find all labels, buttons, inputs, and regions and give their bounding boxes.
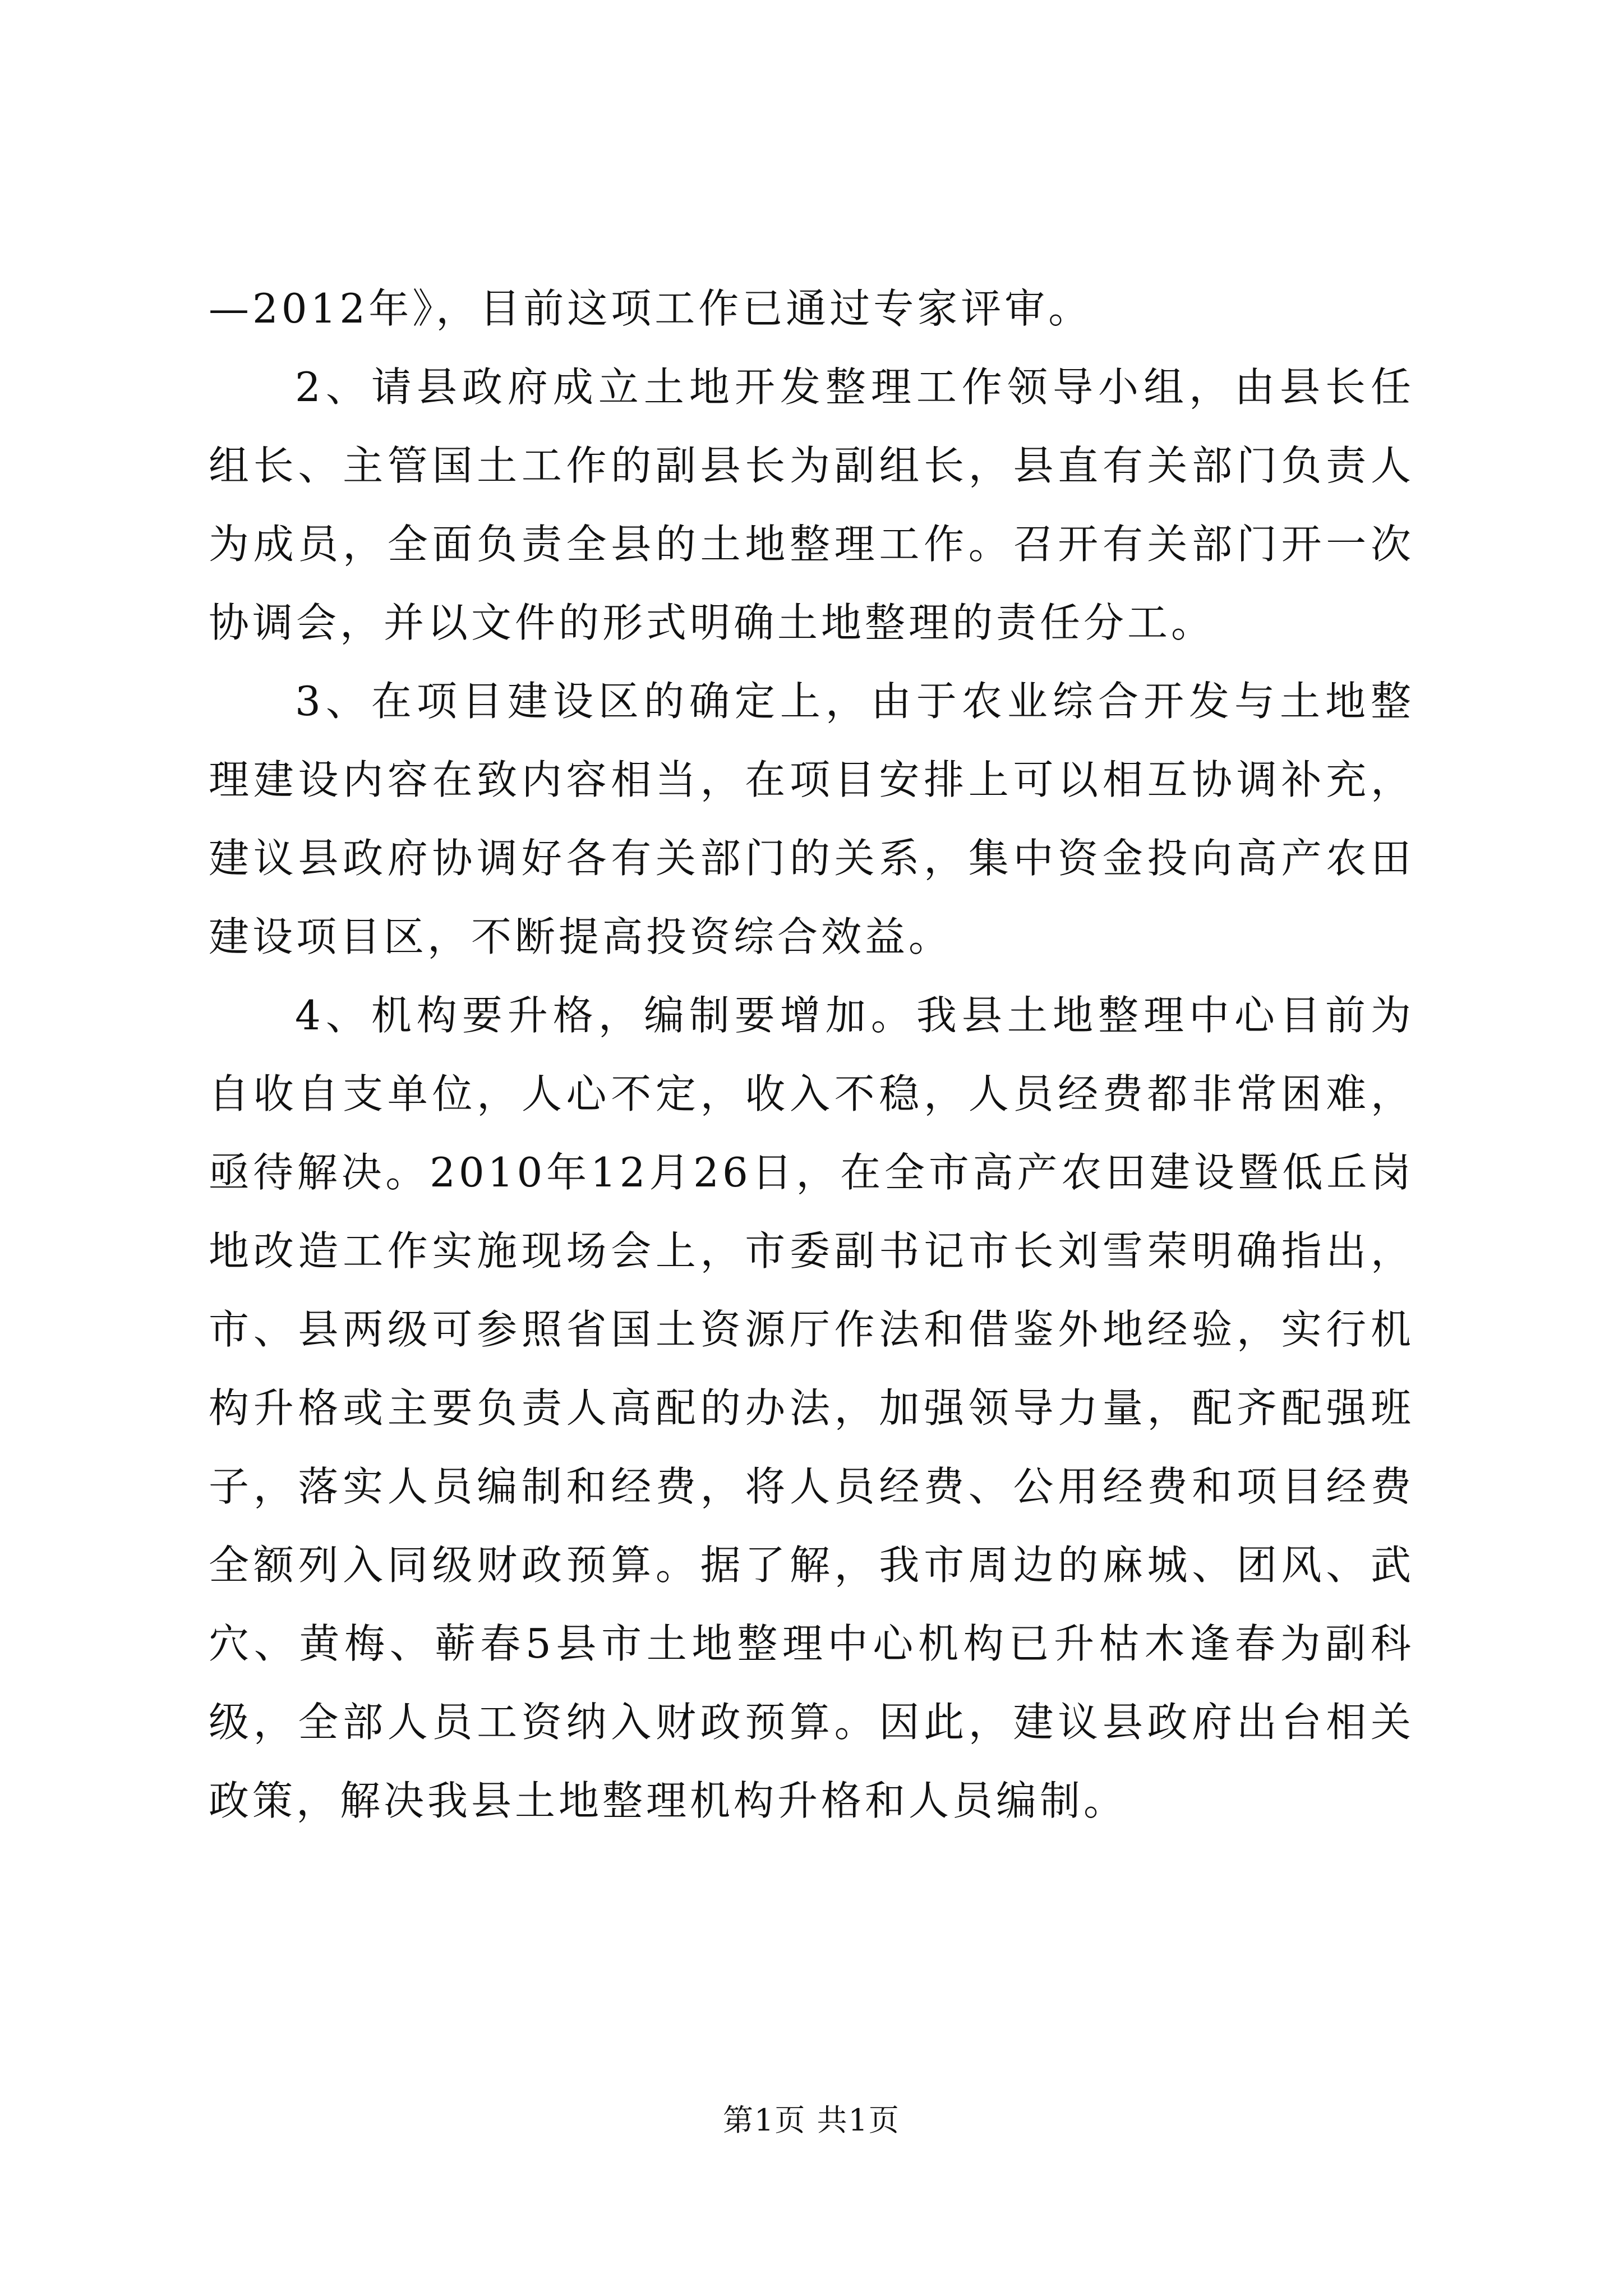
document-body bbox=[209, 269, 1414, 1840]
paragraph-item-2: 2、请县政府成立土地开发整理工作领导小组，由县长任组长、主管国土工作的副县长为副组长，县直有关部门负责人为成员，全面负责全县的土地整理工作。召开有关部门开一次协调会，并以文件的形式明确土地整理的责任分工。 bbox=[209, 364, 1414, 646]
paragraph-continuation: —2012年》，目前这项工作已通过专家评审。 bbox=[209, 285, 1092, 332]
paragraph-item-4: 4、机构要升格，编制要增加。我县土地整理中心目前为自收自支单位，人心不定，收入不稳，人员经费都非常困难，亟待解决。2010年12月26日，在全市高产农田建设暨低丘岗地改造工作实施现场会上，市委副书记市长刘雪荣明确指出，市、县两级可参照省国土资源厅作法和借鉴外地经验，实行机构升格或主要负责人高配的办法，加强领导力量，配齐配强班子，落实人员编制和经费，将人员经费、公用经费和项目经费全额列入同级财政预算。据了解，我市周边的麻城、团风、武穴、黄梅、蕲春5县市土地整理中心机构已升枯木逢春为副科级，全部人员工资纳入财政预算。因此，建议县政府出台相关政策，解决我县土地整理机构升格和人员编制。 bbox=[209, 992, 1414, 1824]
paragraph-item-3: 3、在项目建设区的确定上，由于农业综合开发与土地整理建设内容在致内容相当，在项目安排上可以相互协调补充，建议县政府协调好各有关部门的关系，集中资金投向高产农田建设项目区，不断提高投资综合效益。 bbox=[209, 678, 1414, 960]
page-footer: 第1页 共1页 bbox=[723, 2102, 900, 2138]
